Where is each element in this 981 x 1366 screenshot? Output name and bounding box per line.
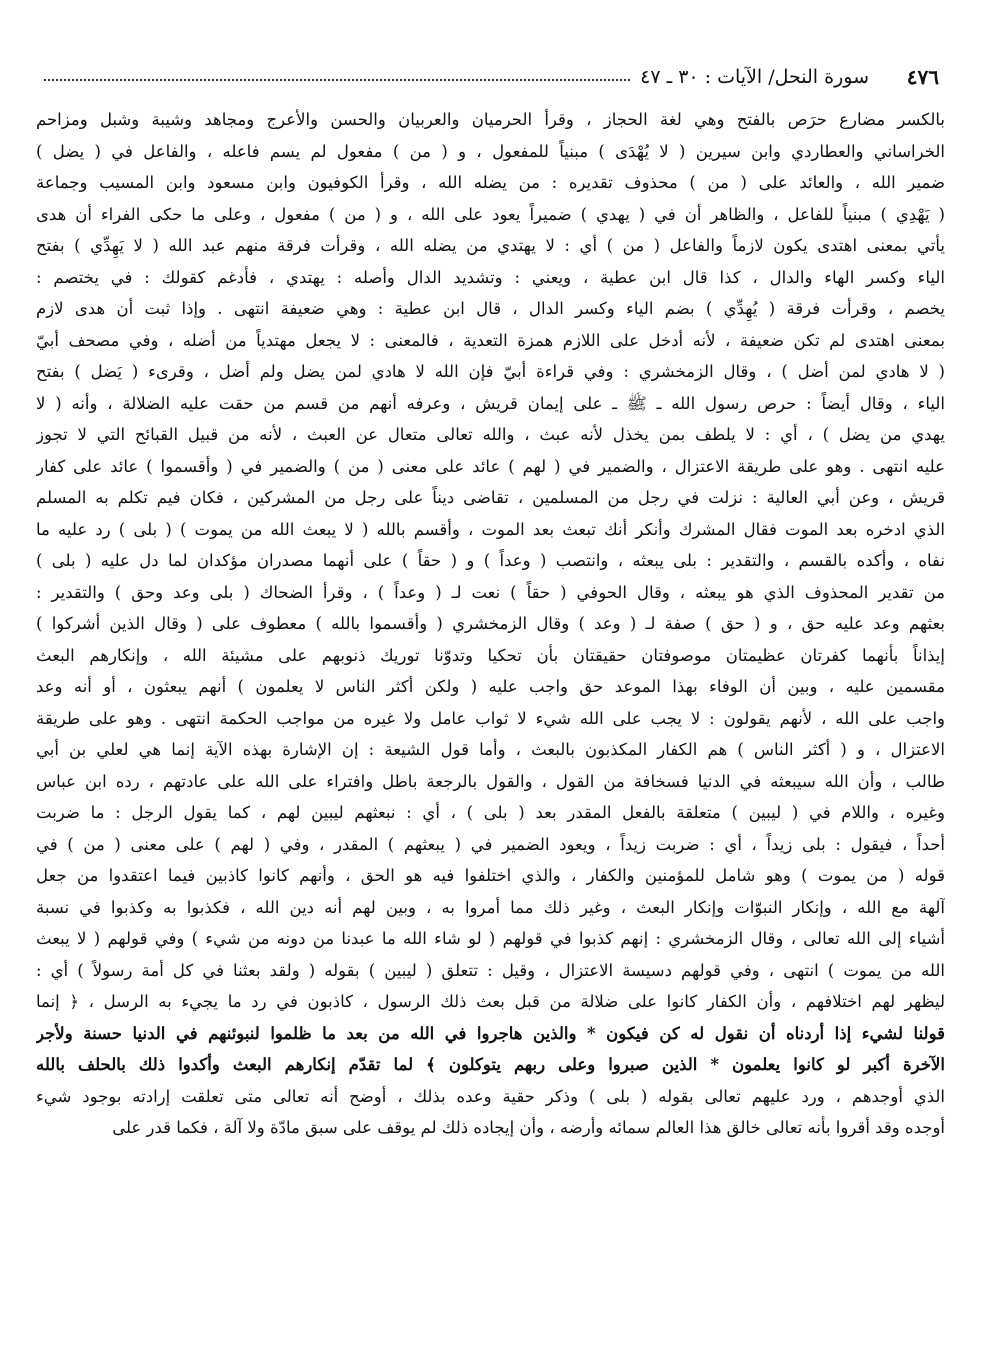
text-line: ليظهر لهم اختلافهم ، وأن الكفار كانوا على ضلالة من قبل بعث ذلك الرسول ، كاذبون في رد ما يجيء به الرسل ، ﴿ إنما xyxy=(36,992,945,1011)
running-head xyxy=(40,62,869,92)
text-line: الله من يموت ) انتهى ، وفي قولهم دسيسة الاعتزال ، وقيل : تتعلق ( ليبين ) بقوله ( ولقد بعثنا في كل أمة رسولاً ) أي : xyxy=(36,960,945,980)
text-line: الخراساني والعطاردي وابن سيرين ( لا يُهْدَى ) مبنياً للمفعول ، و ( من ) مفعول لم يسم فاعله ، والفاعل في ( يضل ) xyxy=(36,141,945,161)
text-line: الذي ادخره بعد الموت فقال المشرك وأنكر أنك تبعث بعد الموت ، وأقسم بالله ( لا يبعث الله من يموت ) ( بلى ) رد عليه ما xyxy=(36,519,945,539)
text-line: الياء وكسر الهاء والدال ، كذا قال ابن عطية ، ويعني : وتشديد الدال وأصله : يهتدي ، فأدغم كقولك : في يختصم : xyxy=(36,267,945,287)
text-line: أحداً ، فيقول : بلى زيداً ، أي : ضربت زيداً ، ويعود الضمير في ( يبعثهم ) المقدر ، وفي ( لهم ) على معنى ( من ) في xyxy=(36,834,945,854)
text-line: عليه انتهى . وهو على طريقة الاعتزال ، والضمير في ( لهم ) عائد على معنى ( من ) والضمير في ( وأقسموا ) عائد على كفار xyxy=(36,456,945,476)
surah-title: سورة النحل/ الآيات : ٣٠ ـ ٤٧ xyxy=(640,66,869,88)
text-line: ( يَهْدِي ) مبنياً للفاعل ، والظاهر أن في ( يهدي ) ضميراً يعود على الله ، و ( من ) مفعول ، وعلى ما حكى الفراء أن هدى xyxy=(36,204,945,224)
text-line: مقسمين عليه ، وبين أن الوفاء بهذا الموعد حق واجب عليه ( ولكن أكثر الناس لا يعلمون ) أنهم يبعثون ، أو أنه وعد xyxy=(36,677,945,696)
text-line: واجب على الله ، لأنهم يقولون : لا يجب على الله شيء لا ثواب عامل ولا غيره من مواجب الحكمة انتهى . وهو على طريقة xyxy=(36,708,945,728)
text-line: ( لا هادي لمن أضل ) ، وقال الزمخشري : وفي قراءة أبيّ فإن الله لا هادي لمن يضل ولم أضل ، وقرىء ( يَضل ) بفتح xyxy=(36,362,945,381)
text-line: قوله ( من يموت ) وهو شامل للمؤمنين والكفار ، والذي اختلفوا فيه هو الحق ، وأنهم كانوا كاذبين فيما اعتقدوا من جعل xyxy=(36,866,945,885)
body-text xyxy=(36,104,945,1144)
text-line: الذي أوجدهم ، ورد عليهم تعالى بقوله ( بلى ) وذكر حقية وعده بذلك ، أوضح أنه تعالى متى تعلقت إرادته بوجود شيء xyxy=(36,1086,945,1106)
text-line: ضمير الله ، والعائد على ( من ) محذوف تقديره : من يضله الله ، وقرأ الكوفيون وابن مسعود وابن المسيب وجماعة xyxy=(36,173,945,192)
text-line: آلهة مع الله ، وإنكار النبوّات وإنكار البعث ، وغير ذلك مما أمروا به ، وبين لهم أنه دين الله ، فكذبوا به وكذبوا في نسبة xyxy=(36,897,945,917)
text-line: بالكسر مضارع حرَص بالفتح وهي لغة الحجاز ، وقرأ الحرميان والعربيان والحسن والأعرج ومجاهد وشيبة وشبل ومزاحم xyxy=(36,110,945,129)
text-line: قريش ، وعن أبي العالية : نزلت في رجل من المسلمين ، تقاضى ديناً على رجل من المشركين ، فكان فيم تكلم به المسلم xyxy=(36,488,945,507)
text-line: يخصم ، وقرأت فرقة ( يُهِدِّي ) بضم الياء وكسر الدال ، قال ابن عطية : وهي ضعيفة انتهى . وإذا ثبت أن هدى لازم xyxy=(36,299,945,318)
text-line: إيذاناً بأنهما كفرتان عظيمتان موصوفتان حقيقتان بأن تحكيا وتدوّنا توريك ذنوبهم على مشيئة الله ، وإنكارهم البعث xyxy=(36,645,945,665)
text-line: قولنا لشيء إذا أردناه أن نقول له كن فيكون * والذين هاجروا في الله من بعد ما ظلموا لنبوئنهم في الدنيا حسنة ولأجر xyxy=(36,1023,945,1043)
text-line: الياء ، وقال أيضاً : حرص رسول الله ـ ﷺ ـ على إيمان قريش ، وعرفه أنهم من قسم من حقت عليه الضلالة ، وأنه ( لا xyxy=(36,393,945,413)
text-line: بعثهم وعد عليه حق ، و ( حق ) صفة لـ ( وعد ) وقال الزمخشري ( وأقسموا بالله ) معطوف على ( وقال الذين أشركوا ) xyxy=(36,614,945,633)
text-line: من تقدير المحذوف الذي هو يبعثه ، وقال الحوفي ( حقاً ) نعت لـ ( وعداً ) ، وقرأ الضحاك ( بلى وعد وحق ) والتقدير : xyxy=(36,582,945,602)
text-line: أوجده وقد أقروا بأنه تعالى خالق هذا العالم سمائه وأرضه ، وأن إيجاده ذلك لم يوقف على سبق مادّة ولا آلة ، فكما قدر على xyxy=(112,1118,945,1137)
text-line: نفاه ، وأكده بالقسم ، والتقدير : بلى يبعثه ، وانتصب ( وعداً ) و ( حقاً ) على أنهما مصدران مؤكدان لما دل عليه ( بلى ) xyxy=(36,551,945,570)
text-line: بمعنى اهتدى لم تكن ضعيفة ، لأنه أدخل على اللازم همزة التعدية ، فالمعنى : لا يجعل مهتدياً من أضله ، وفي مصحف أبيّ xyxy=(36,330,945,350)
text-line: طالب ، وأن الله سيبعثه في الدنيا فسخافة من القول ، والقول بالرجعة باطل وافتراء على الله على عادتهم ، رده ابن عباس xyxy=(36,771,945,791)
text-line: الآخرة أكبر لو كانوا يعلمون * الذين صبروا وعلى ربهم يتوكلون ﴾ لما تقدّم إنكارهم البعث وأكدوا ذلك بالحلف بالله xyxy=(36,1055,945,1074)
text-line: يأتي بمعنى اهتدى يكون لازماً والفاعل ( من ) أي : لا يهتدي من يضله الله ، وقرأت فرقة منهم عبد الله ( لا يَهِدِّي ) بفتح xyxy=(36,236,945,255)
dotted-leader xyxy=(44,79,630,81)
text-line: يهدي من يضل ) ، أي : لا يلطف بمن يخذل لأنه عبث ، والله تعالى متعال عن العبث ، لأنه من قبيل القبائح التي لا تجوز xyxy=(36,425,945,444)
text-line: أشياء إلى الله تعالى ، وقال الزمخشري : إنهم كذبوا في قولهم ( لو شاء الله ما عبدنا من دونه من شيء ) وفي قولهم ( لا يبعث xyxy=(36,929,945,948)
text-line: الاعتزال ، و ( أكثر الناس ) هم الكفار المكذبون بالبعث ، وأما قول الشيعة : إن الإشارة بهذه الآية إنما هي لعلي بن أبي xyxy=(36,740,945,759)
text-line: وغيره ، واللام في ( ليبين ) متعلقة بالفعل المقدر بعد ( بلى ) ، أي : نبعثهم ليبين لهم ، كما يقول الرجل : ما ضربت xyxy=(36,803,945,822)
page-number: ٤٧٦ xyxy=(906,65,939,89)
